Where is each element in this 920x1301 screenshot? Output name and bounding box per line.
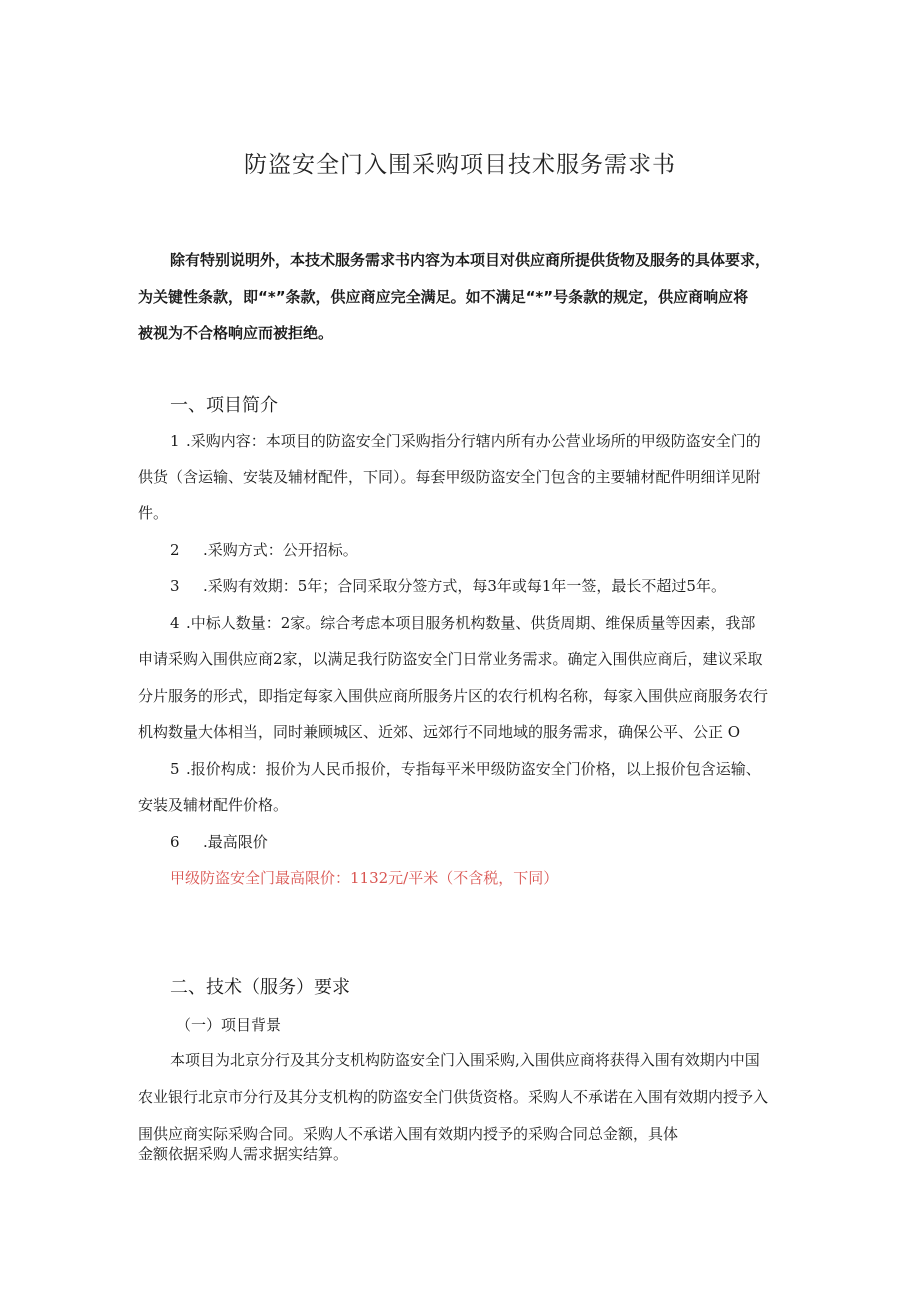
document-title: 防盗安全门入围采购项目技术服务需求书 [244,152,676,178]
item-3-text: .采购有效期：5年；合同采取分签方式，每3年或每1年一签，最长不超过5年。 [203,577,726,595]
item-2-text: .采购方式：公开招标。 [203,541,358,559]
item-5-number: 5 [170,760,180,778]
section-1-heading: 一、项目简介 [170,395,278,416]
background-line-1: 本项目为北京分行及其分支机构防盗安全门入围采购,入围供应商将获得入围有效期内中国 [170,1051,760,1069]
background-line-2: 农业银行北京市分行及其分支机构的防盗安全门供货资格。采购人不承诺在入围有效期内授予入 [138,1088,769,1106]
background-line-3: 围供应商实际采购合同。采购人不承诺入围有效期内授予的采购合同总金额，具体 [138,1125,679,1143]
max-price-limit: 甲级防盗安全门最高限价：1132元/平米（不含税，下同） [170,869,559,887]
section-2-heading: 二、技术（服务）要求 [170,977,350,998]
item-4-line-2: 申请采购入围供应商2家，以满足我行防盗安全门日常业务需求。确定入围供应商后，建议采取 [138,650,763,668]
item-4-line-1: .中标人数量：2家。综合考虑本项目服务机构数量、供货周期、维保质量等因素，我部 [186,614,756,632]
subsection-background-heading: （一）项目背景 [176,1016,282,1034]
item-1-number: 1 [170,432,180,450]
intro-line-2: 为关键性条款，即“*”条款，供应商应完全满足。如不满足“*”号条款的规定，供应商响应将 [138,288,749,306]
background-line-4: 金额依据采购人需求据实结算。 [138,1145,349,1163]
item-1-line-1: .采购内容：本项目的防盗安全门采购指分行辖内所有办公营业场所的甲级防盗安全门的 [186,432,761,450]
item-4-line-4: 机构数量大体相当，同时兼顾城区、近郊、远郊行不同地域的服务需求，确保公平、公正 O [138,723,741,741]
item-5-line-2: 安装及辅材配件价格。 [138,796,289,814]
intro-line-1: 除有特别说明外，本技术服务需求书内容为本项目对供应商所提供货物及服务的具体要求， [170,251,771,269]
item-5-line-1: .报价构成：报价为人民币报价，专指每平米甲级防盗安全门价格，以上报价包含运输、 [186,760,761,778]
item-3-number: 3 [170,577,180,595]
item-1-line-2: 供货（含运输、安装及辅材配件，下同）。每套甲级防盗安全门包含的主要辅材配件明细详见附 [138,468,761,486]
item-6-text: .最高限价 [203,833,268,851]
item-1-line-3: 件。 [138,504,169,522]
item-4-line-3: 分片服务的形式，即指定每家入围供应商所服务片区的农行机构名称，每家入围供应商服务农行 [138,687,769,705]
intro-line-3: 被视为不合格响应而被拒绝。 [138,324,334,342]
item-6-number: 6 [170,833,180,851]
item-4-number: 4 [170,614,180,632]
item-2-number: 2 [170,541,180,559]
